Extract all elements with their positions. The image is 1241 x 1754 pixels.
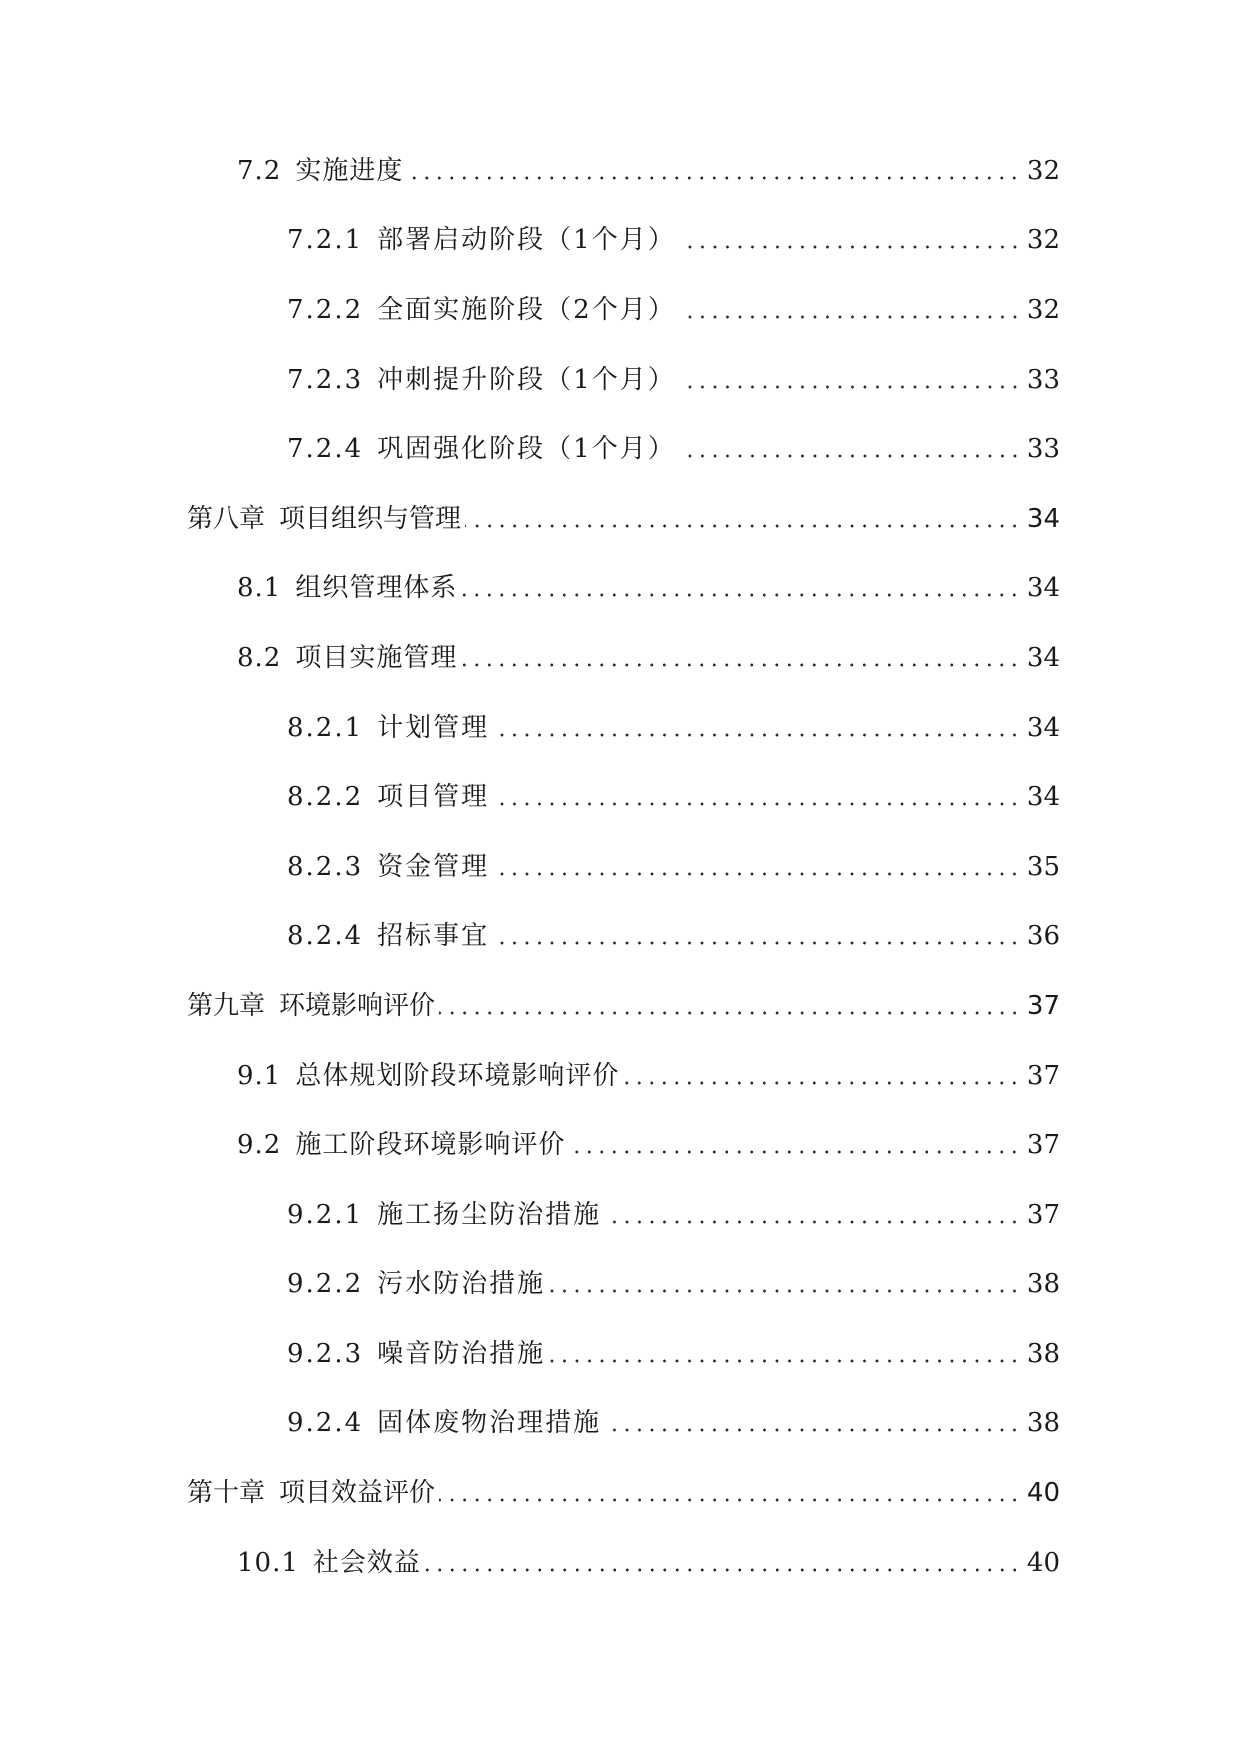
toc-entry-heading xyxy=(287,1269,545,1299)
toc-entry-title: 社会效益 xyxy=(312,1547,421,1578)
dot-leader xyxy=(439,991,1021,1021)
toc-page-number: 40 xyxy=(1026,1547,1060,1578)
dot-leader xyxy=(493,921,1021,951)
toc-entry-title: 冲刺提升阶段（1个月） xyxy=(377,364,676,395)
dot-leader xyxy=(549,1339,1021,1369)
toc-entry-heading xyxy=(187,991,435,1021)
toc-entry-number: 7.2.4 xyxy=(287,434,364,465)
toc-entry-number: 8.1 xyxy=(237,573,282,604)
dot-leader xyxy=(680,295,1021,325)
dot-leader xyxy=(465,504,1021,534)
toc-entry-heading xyxy=(237,1548,421,1578)
toc-entry[interactable] xyxy=(0,1110,1241,1180)
toc-page-number: 32 xyxy=(1026,155,1060,186)
dot-leader xyxy=(493,782,1021,812)
toc-page-number: 34 xyxy=(1026,782,1060,813)
dot-leader xyxy=(623,1061,1021,1091)
toc-entry-number: 7.2.1 xyxy=(287,225,364,256)
toc-entry-heading xyxy=(237,1061,619,1091)
toc-entry-title: 招标事宜 xyxy=(377,921,490,952)
dot-leader xyxy=(605,1200,1021,1230)
toc-entry-title: 项目管理 xyxy=(377,782,490,813)
toc-entry-title: 固体废物治理措施 xyxy=(377,1408,602,1439)
toc-entry-number: 8.2 xyxy=(237,642,282,673)
toc-entry-heading xyxy=(237,1130,565,1160)
toc-page-number: 35 xyxy=(1026,851,1060,882)
toc-page-number: 40 xyxy=(1026,1478,1060,1509)
dot-leader xyxy=(605,1408,1021,1438)
toc-entry-title: 全面实施阶段（2个月） xyxy=(377,294,676,325)
toc-entry-title: 实施进度 xyxy=(295,155,404,186)
toc-entry-heading xyxy=(187,504,461,534)
toc-entry[interactable] xyxy=(0,693,1241,763)
toc-entry-heading xyxy=(287,921,489,951)
toc-entry[interactable] xyxy=(0,1250,1241,1320)
toc-page-number: 38 xyxy=(1026,1269,1060,1300)
dot-leader xyxy=(549,1269,1021,1299)
toc-entry[interactable] xyxy=(0,1041,1241,1111)
toc-entry[interactable] xyxy=(0,902,1241,972)
toc-entry-title: 总体规划阶段环境影响评价 xyxy=(295,1060,620,1091)
toc-entry[interactable] xyxy=(0,484,1241,554)
toc-entry-title: 计划管理 xyxy=(377,712,490,743)
toc-entry-number: 8.2.3 xyxy=(287,851,364,882)
dot-leader xyxy=(407,156,1021,186)
toc-entry-heading xyxy=(287,782,489,812)
toc-entry-number: 8.2.2 xyxy=(287,782,364,813)
toc-entry-heading xyxy=(187,1478,435,1508)
toc-entry[interactable] xyxy=(0,1319,1241,1389)
toc-entry[interactable] xyxy=(0,414,1241,484)
toc-page-number: 34 xyxy=(1026,712,1060,743)
toc-entry-number: 10.1 xyxy=(237,1547,299,1578)
toc-entry[interactable] xyxy=(0,1528,1241,1598)
toc-page-number: 37 xyxy=(1026,990,1060,1021)
toc-entry-heading xyxy=(287,434,676,464)
toc-entry-number: 9.2.2 xyxy=(287,1269,364,1300)
toc-page-number: 36 xyxy=(1026,921,1060,952)
toc-entry-number: 9.2.3 xyxy=(287,1338,364,1369)
toc-entry[interactable] xyxy=(0,136,1241,206)
toc-entry[interactable] xyxy=(0,623,1241,693)
toc-page-number: 34 xyxy=(1026,642,1060,673)
toc-page-number: 37 xyxy=(1026,1199,1060,1230)
toc-entry[interactable] xyxy=(0,206,1241,276)
toc-entry[interactable] xyxy=(0,554,1241,624)
dot-leader xyxy=(461,573,1021,603)
toc-entry-title: 部署启动阶段（1个月） xyxy=(377,225,676,256)
toc-entry-number: 8.2.4 xyxy=(287,921,364,952)
toc-entry-heading xyxy=(237,573,457,603)
toc-entry-number: 9.1 xyxy=(237,1060,282,1091)
toc-entry-number: 第八章 xyxy=(187,503,266,534)
dot-leader xyxy=(680,225,1021,255)
table-of-contents xyxy=(0,136,1241,1597)
dot-leader xyxy=(493,852,1021,882)
toc-entry-title: 项目实施管理 xyxy=(295,642,458,673)
toc-entry-heading xyxy=(287,295,676,325)
toc-entry-title: 巩固强化阶段（1个月） xyxy=(377,434,676,465)
toc-entry-title: 噪音防治措施 xyxy=(377,1338,546,1369)
toc-entry-title: 资金管理 xyxy=(377,851,490,882)
toc-page-number: 34 xyxy=(1026,573,1060,604)
toc-entry[interactable] xyxy=(0,971,1241,1041)
toc-page-number: 38 xyxy=(1026,1338,1060,1369)
toc-entry-number: 9.2.4 xyxy=(287,1408,364,1439)
toc-entry-heading xyxy=(237,643,457,673)
toc-page-number: 37 xyxy=(1026,1060,1060,1091)
toc-entry[interactable] xyxy=(0,275,1241,345)
toc-entry-title: 项目组织与管理 xyxy=(279,503,462,534)
toc-entry-heading xyxy=(287,1339,545,1369)
toc-page-number: 37 xyxy=(1026,1130,1060,1161)
toc-entry-number: 第十章 xyxy=(187,1478,266,1509)
dot-leader xyxy=(425,1548,1021,1578)
toc-entry-number: 7.2.3 xyxy=(287,364,364,395)
dot-leader xyxy=(461,643,1021,673)
toc-entry-title: 项目效益评价 xyxy=(279,1478,436,1509)
dot-leader xyxy=(439,1478,1021,1508)
toc-entry-number: 8.2.1 xyxy=(287,712,364,743)
toc-entry-heading xyxy=(287,713,489,743)
toc-entry-heading xyxy=(287,1200,601,1230)
toc-entry-heading xyxy=(287,365,676,395)
toc-entry-heading xyxy=(287,1408,601,1438)
toc-page-number: 34 xyxy=(1026,503,1060,534)
toc-entry-title: 环境影响评价 xyxy=(279,990,436,1021)
toc-entry-heading xyxy=(287,225,676,255)
toc-entry-heading xyxy=(287,852,489,882)
dot-leader xyxy=(680,434,1021,464)
dot-leader xyxy=(569,1130,1021,1160)
toc-entry[interactable] xyxy=(0,832,1241,902)
dot-leader xyxy=(493,713,1021,743)
toc-entry-number: 9.2.1 xyxy=(287,1199,364,1230)
toc-page-number: 32 xyxy=(1026,294,1060,325)
toc-page-number: 38 xyxy=(1026,1408,1060,1439)
toc-entry-number: 7.2 xyxy=(237,155,282,186)
toc-entry-title: 施工阶段环境影响评价 xyxy=(295,1130,566,1161)
dot-leader xyxy=(680,365,1021,395)
toc-entry[interactable] xyxy=(0,762,1241,832)
toc-entry[interactable] xyxy=(0,1389,1241,1459)
toc-entry-number: 第九章 xyxy=(187,990,266,1021)
toc-entry-title: 污水防治措施 xyxy=(377,1269,546,1300)
toc-page-number: 33 xyxy=(1026,434,1060,465)
toc-page-number: 32 xyxy=(1026,225,1060,256)
toc-entry-title: 施工扬尘防治措施 xyxy=(377,1199,602,1230)
toc-entry[interactable] xyxy=(0,345,1241,415)
toc-entry[interactable] xyxy=(0,1180,1241,1250)
toc-entry-number: 9.2 xyxy=(237,1130,282,1161)
toc-entry-number: 7.2.2 xyxy=(287,294,364,325)
toc-page-number: 33 xyxy=(1026,364,1060,395)
toc-entry-heading xyxy=(237,156,403,186)
toc-entry[interactable] xyxy=(0,1458,1241,1528)
toc-entry-title: 组织管理体系 xyxy=(295,573,458,604)
